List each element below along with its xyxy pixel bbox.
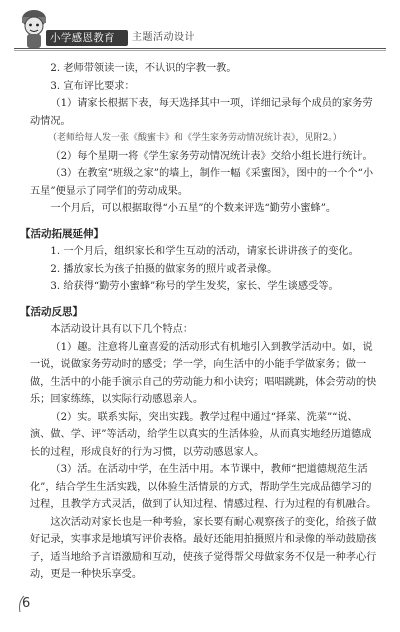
paragraph: 3. 宣布评比要求： <box>50 80 135 92</box>
list-item: 3. 给获得“勤劳小蜜蜂”称号的学生发奖，家长、学生谈感受等。 <box>50 281 339 292</box>
paragraph: （2）实。联系实际，突出实践。教学过程中通过“择菜、洗菜”“说、演、做、学、评”等活动，给学生以真实的生活体验，从而真实地经历道德成长的过程，形成良好的行为习惯，以劳动感恩家人。 <box>30 411 372 458</box>
note-paragraph: （老师给每人发一张《酸蜜卡》和《学生家务劳动情况统计表》，见附2。） <box>48 133 342 143</box>
header-divider-thin <box>14 50 386 51</box>
page-number: 6 <box>22 596 31 611</box>
page-header <box>0 0 400 60</box>
section-heading-extend: 【活动拓展延伸】 <box>20 227 104 240</box>
paragraph: （1）请家长根据下表，每天选择其中一项，详细记录每个成员的家务劳动情况。 <box>30 98 373 127</box>
paragraph: （1）趣。注意将儿童喜爱的活动形式有机地引入到教学活动中。如，说一说，说做家务劳动时的感受；学一学，向生活中的小能手学做家务；做一做，生活中的小能手演示自己的劳动能力和小诀窍；唱唱跳跳，体会劳动的快乐；回家练练，以实际行动感恩亲人。 <box>30 341 377 405</box>
paragraph: 这次活动对家长也是一种考验，家长要有耐心观察孩子的变化，给孩子做好记录，实事求是地填写评价表格。最好还能用拍摄照片和录像的举动鼓励孩子，适当地给予言语激励和互动，使孩子觉得帮父母做家务不仅是一种孝心行动，更是一种快乐享受。 <box>30 516 377 580</box>
brand-title: 小学感恩教育 <box>50 32 115 44</box>
paragraph: 2. 老师带领读一读，不认识的字教一教。 <box>50 63 237 74</box>
paragraph: （2）每个星期一将《学生家务劳动情况统计表》交给小组长进行统计。 <box>50 150 373 162</box>
list-item: 1. 一个月后，组织家长和学生互动的活动，请家长讲讲孩子的变化。 <box>50 246 359 257</box>
list-item: 2. 播放家长为孩子拍摄的做家务的照片或者录像。 <box>50 263 278 275</box>
paragraph: 本活动设计具有以下几个特点： <box>50 324 194 335</box>
paragraph: （3）活。在活动中学，在生活中用。本节课中，教师“把道德规范生活化”，结合学生生活实践，以体验生活情景的方式，帮助学生完成品德学习的过程，且教学方式灵活，做到了认知过程、情感过程、行为过程的有机融合。 <box>30 464 377 510</box>
paragraph: （3）在教室“班级之家”的墙上，制作一幅《采蜜图》，图中的一个个“小五星”便显示了同学们的劳动成果。 <box>30 168 374 197</box>
section-heading-reflect: 【活动反思】 <box>20 305 83 318</box>
header-divider <box>14 48 386 49</box>
page-body <box>20 60 378 584</box>
brand-subtitle: 主题活动设计 <box>132 32 195 43</box>
paragraph: 一个月后，可以根据取得“小五星”的个数来评选“勤劳小蜜蜂”。 <box>50 203 337 214</box>
